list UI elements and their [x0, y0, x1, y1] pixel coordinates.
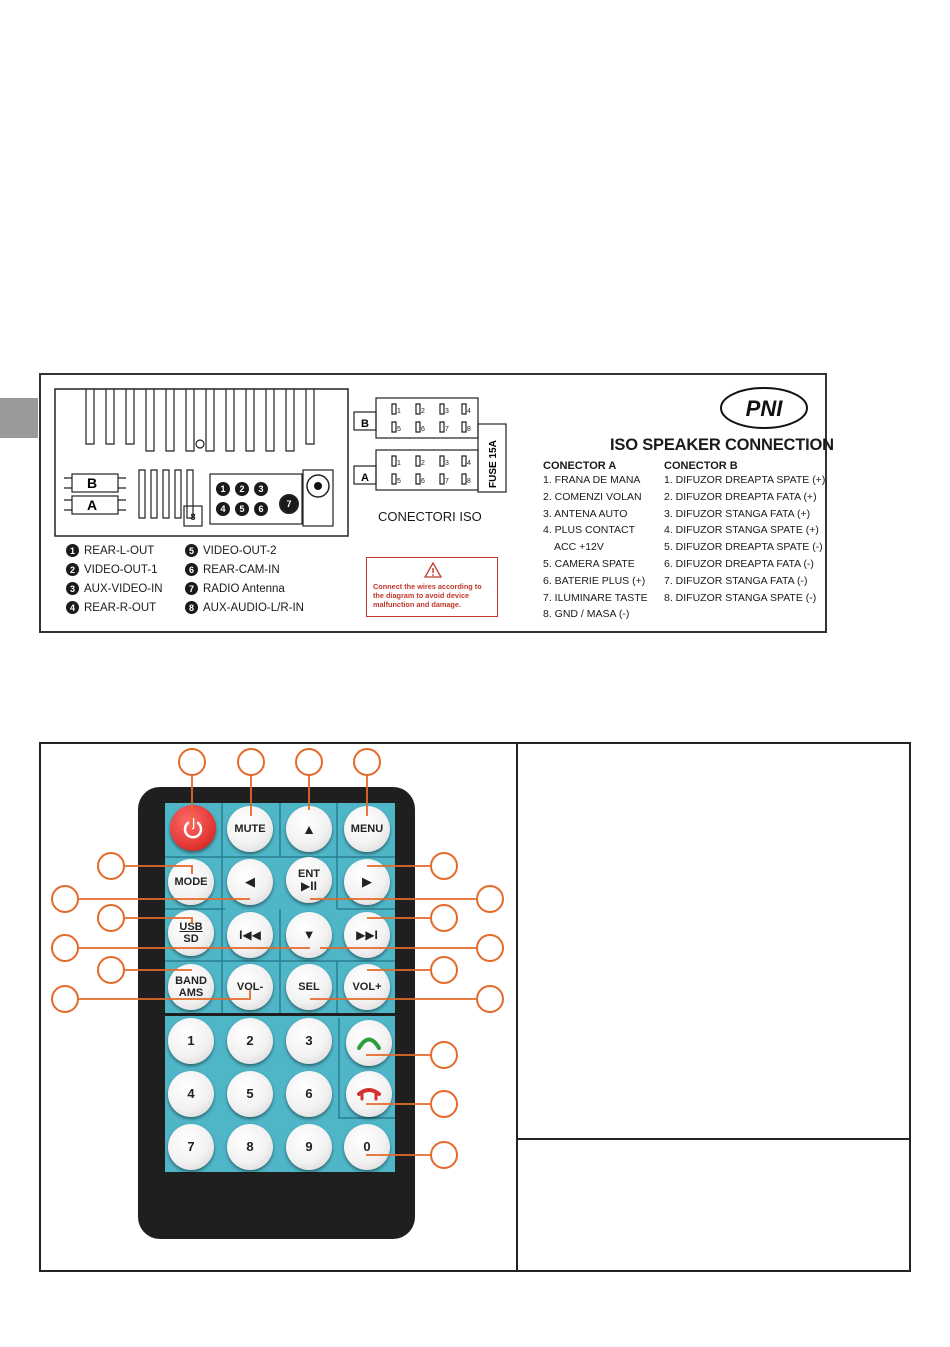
svg-text:7: 7 [445, 478, 449, 485]
connector-b-list [664, 460, 825, 606]
list-item: 5. DIFUZOR DREAPTA SPATE (-) [664, 541, 823, 554]
digit-0-button[interactable]: 0 [344, 1124, 390, 1170]
callout-marker [295, 748, 323, 776]
enter-play-button[interactable] [286, 857, 332, 903]
fuse-label: FUSE 15A [488, 440, 499, 488]
warning-text: Connect the wires according to the diagram to avoid device malfunction and damage. [373, 582, 482, 609]
digit-2-button[interactable]: 2 [227, 1018, 273, 1064]
warning-box [366, 557, 498, 617]
svg-text:4: 4 [467, 408, 471, 415]
svg-text:1: 1 [397, 460, 401, 467]
menu-button[interactable]: MENU [344, 806, 390, 852]
list-item: 4. DIFUZOR STANGA SPATE (+) [664, 524, 819, 537]
legend-left [66, 544, 163, 614]
list-item: ACC +12V [554, 541, 604, 554]
iso-connectors-label: CONECTORI ISO [378, 509, 482, 524]
legend-item-2 [66, 563, 163, 576]
page-edge-tab [0, 398, 38, 438]
list-item: 1. DIFUZOR DREAPTA SPATE (+) [664, 474, 826, 486]
callout-marker [237, 748, 265, 776]
callout-marker [430, 956, 458, 984]
svg-text:7: 7 [445, 426, 449, 433]
pin-mark-8: 8 [190, 512, 196, 522]
callout-marker [430, 1141, 458, 1169]
phone-hangup-icon [356, 1084, 382, 1104]
legend-num: 6 [185, 563, 198, 576]
svg-text:2: 2 [421, 408, 425, 415]
callout-marker [97, 904, 125, 932]
legend-label: VIDEO-OUT-2 [203, 544, 277, 557]
unit-plug-a: A [86, 497, 98, 513]
legend-item-8 [185, 601, 304, 614]
callout-marker [51, 885, 79, 913]
svg-text:6: 6 [421, 426, 425, 433]
legend-label: AUX-AUDIO-L/R-IN [203, 601, 304, 614]
list-item: 7. ILUMINARE TASTE [543, 591, 648, 604]
right-button[interactable]: ▶ [344, 859, 390, 905]
pin-mark-1: 1 [220, 484, 226, 494]
callout-marker [430, 1090, 458, 1118]
legend-num: 5 [185, 544, 198, 557]
svg-text:3: 3 [445, 408, 449, 415]
digit-7-button[interactable]: 7 [168, 1124, 214, 1170]
legend-label: REAR-L-OUT [84, 544, 155, 557]
svg-text:1: 1 [397, 408, 401, 415]
power-icon [180, 815, 206, 841]
previous-button[interactable]: I◀◀ [227, 912, 273, 958]
callout-marker [476, 985, 504, 1013]
callout-marker [353, 748, 381, 776]
mode-button[interactable]: MODE [168, 859, 214, 905]
connector-a-title: CONECTOR A [543, 460, 617, 472]
list-item: 4. PLUS CONTACT [543, 524, 635, 537]
mute-button[interactable]: MUTE [227, 806, 273, 852]
connector-b-title: CONECTOR B [664, 460, 738, 472]
legend-label: REAR-R-OUT [84, 601, 157, 614]
band-ams-button[interactable] [168, 964, 214, 1010]
callout-marker [51, 985, 79, 1013]
unit-plug-b: B [86, 475, 98, 491]
digit-9-button[interactable]: 9 [286, 1124, 332, 1170]
head-unit-rear-diagram [54, 388, 350, 538]
list-item: 1. FRANA DE MANA [543, 474, 641, 486]
svg-text:5: 5 [397, 478, 401, 485]
next-button[interactable]: ▶▶I [344, 912, 390, 958]
down-button[interactable]: ▼ [286, 912, 332, 958]
ams-label: AMS [178, 987, 204, 999]
power-button[interactable] [170, 805, 216, 851]
enter-label: ENT [298, 868, 320, 880]
pin-mark-2: 2 [239, 484, 245, 494]
callout-marker [97, 956, 125, 984]
usb-label: USB [179, 921, 203, 933]
digit-6-button[interactable]: 6 [286, 1071, 332, 1117]
svg-text:6: 6 [421, 478, 425, 485]
svg-text:8: 8 [467, 478, 471, 485]
svg-text:8: 8 [467, 426, 471, 433]
svg-text:5: 5 [397, 426, 401, 433]
pni-logo [718, 385, 810, 431]
digit-4-button[interactable]: 4 [168, 1071, 214, 1117]
callout-marker [178, 748, 206, 776]
legend-label: REAR-CAM-IN [203, 563, 280, 576]
up-button[interactable]: ▲ [286, 806, 332, 852]
legend-num: 2 [66, 563, 79, 576]
legend-num: 1 [66, 544, 79, 557]
pin-mark-7: 7 [286, 499, 292, 509]
iso-connectors-diagram [352, 394, 510, 498]
list-item: 3. ANTENA AUTO [543, 507, 628, 520]
sd-label: SD [183, 933, 199, 945]
digit-1-button[interactable]: 1 [168, 1018, 214, 1064]
callout-marker [430, 904, 458, 932]
phone-answer-icon [356, 1033, 382, 1053]
pin-mark-6: 6 [258, 504, 264, 514]
callout-marker [97, 852, 125, 880]
callout-marker [430, 1041, 458, 1069]
legend-item-1 [66, 544, 163, 557]
legend-item-6 [185, 563, 304, 576]
play-pause-icon: ▶II [301, 879, 317, 893]
legend-item-7 [185, 582, 304, 595]
list-item: 8. DIFUZOR STANGA SPATE (-) [664, 591, 817, 604]
list-item: 3. DIFUZOR STANGA FATA (+) [664, 507, 811, 520]
volume-up-button[interactable]: VOL+ [344, 964, 390, 1010]
list-item: 8. GND / MASA (-) [543, 608, 630, 621]
usb-sd-button[interactable] [168, 910, 214, 956]
panel-title: ISO SPEAKER CONNECTION [610, 436, 834, 454]
left-button[interactable]: ◀ [227, 859, 273, 905]
svg-text:2: 2 [421, 460, 425, 467]
pin-mark-5: 5 [239, 504, 245, 514]
iso-plug-b: B [361, 418, 369, 430]
table-divider-vertical [516, 742, 518, 1272]
callout-marker [476, 885, 504, 913]
connector-a-list [543, 460, 648, 623]
legend-label: AUX-VIDEO-IN [84, 582, 163, 595]
table-divider-horizontal [516, 1138, 911, 1140]
callout-marker [51, 934, 79, 962]
iso-plug-a: A [361, 472, 369, 484]
list-item: 2. DIFUZOR DREAPTA FATA (+) [664, 490, 817, 503]
call-hangup-button[interactable] [346, 1071, 392, 1117]
list-item: 7. DIFUZOR STANGA FATA (-) [664, 574, 808, 587]
digit-8-button[interactable]: 8 [227, 1124, 273, 1170]
select-button[interactable]: SEL [286, 964, 332, 1010]
legend-item-4 [66, 601, 163, 614]
legend-right [185, 544, 304, 614]
callout-marker [430, 852, 458, 880]
legend-label: VIDEO-OUT-1 [84, 563, 158, 576]
svg-text:3: 3 [445, 460, 449, 467]
list-item: 6. BATERIE PLUS (+) [543, 574, 646, 587]
digit-3-button[interactable]: 3 [286, 1018, 332, 1064]
legend-num: 3 [66, 582, 79, 595]
callout-marker [476, 934, 504, 962]
legend-label: RADIO Antenna [203, 582, 285, 595]
volume-down-button[interactable]: VOL- [227, 964, 273, 1010]
legend-num: 7 [185, 582, 198, 595]
pin-mark-4: 4 [220, 504, 226, 514]
list-item: 6. DIFUZOR DREAPTA FATA (-) [664, 557, 814, 570]
svg-text:PNI: PNI [745, 396, 783, 421]
legend-item-3 [66, 582, 163, 595]
list-item: 5. CAMERA SPATE [543, 557, 635, 570]
svg-text:4: 4 [467, 460, 471, 467]
warning-icon [424, 562, 442, 578]
legend-item-5 [185, 544, 304, 557]
list-item: 2. COMENZI VOLAN [543, 490, 642, 503]
legend-num: 4 [66, 601, 79, 614]
digit-5-button[interactable]: 5 [227, 1071, 273, 1117]
legend-num: 8 [185, 601, 198, 614]
call-answer-button[interactable] [346, 1020, 392, 1066]
pin-mark-3: 3 [258, 484, 264, 494]
band-label: BAND [175, 975, 207, 987]
